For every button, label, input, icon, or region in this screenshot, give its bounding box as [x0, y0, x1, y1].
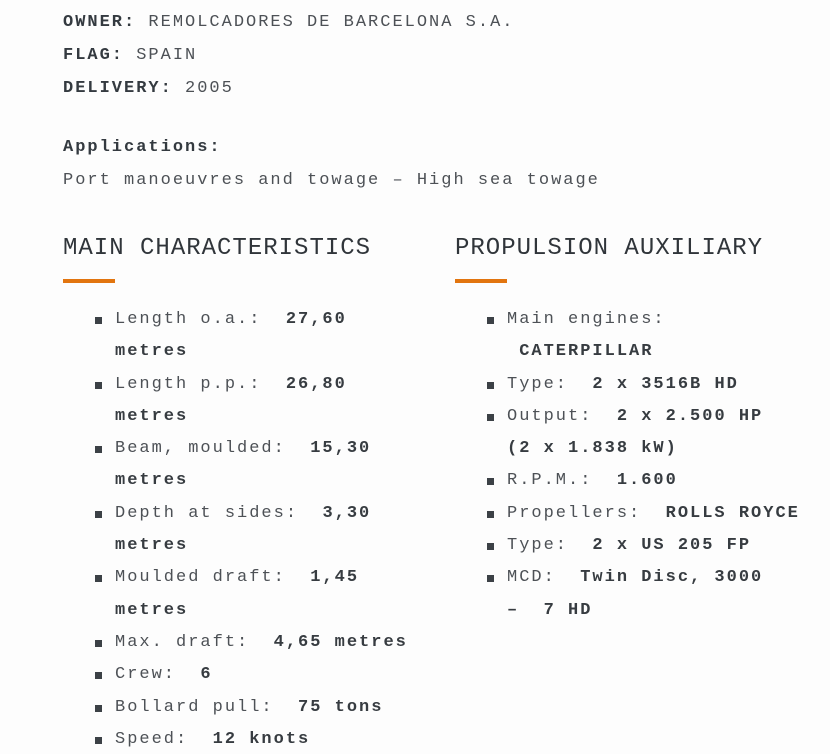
spec-line	[507, 498, 830, 530]
spec-item	[115, 369, 455, 434]
spec-line	[507, 595, 830, 627]
applications-value: Port manoeuvres and towage – High sea towage	[63, 171, 600, 190]
spec-item	[115, 627, 455, 659]
spec-line	[115, 401, 455, 433]
meta-field-value: REMOLCADORES DE BARCELONA S.A.	[136, 13, 515, 32]
spec-value: metres	[115, 600, 189, 620]
spec-list	[63, 304, 455, 754]
spec-line	[507, 304, 830, 336]
spec-value: 26,80	[285, 374, 347, 394]
spec-value: ROLLS ROYCE	[665, 503, 800, 523]
spec-line	[115, 562, 455, 594]
spec-line	[507, 530, 830, 562]
spec-value: metres	[115, 342, 189, 362]
section-propulsion-auxiliary	[455, 235, 830, 754]
spec-value: Twin Disc, 3000	[580, 568, 764, 588]
spec-line	[115, 433, 455, 465]
spec-item	[115, 304, 455, 369]
spec-value: 15,30	[310, 439, 372, 459]
spec-line	[507, 433, 830, 465]
spec-label: Moulded draft:	[115, 568, 311, 588]
accent-bar	[455, 279, 507, 283]
spec-line	[115, 692, 455, 724]
spec-line	[507, 369, 830, 401]
spec-label: Propellers:	[507, 503, 666, 523]
section-main-characteristics	[63, 235, 455, 754]
spec-item	[507, 304, 830, 369]
spec-label: R.P.M.:	[507, 471, 617, 491]
spec-value: 6	[200, 665, 213, 685]
meta-field-value: 2005	[172, 79, 234, 98]
section-title: MAIN CHARACTERISTICS	[63, 235, 372, 262]
spec-label: Output:	[507, 406, 617, 426]
vessel-meta-block	[63, 6, 810, 105]
spec-line	[115, 595, 455, 627]
spec-value: 3,30	[322, 503, 372, 523]
spec-value: 75 tons	[298, 697, 384, 717]
spec-value: metres	[115, 536, 189, 556]
spec-value: 12 knots	[212, 729, 311, 749]
spec-label: Main engines:	[507, 310, 666, 329]
spec-columns	[63, 235, 810, 754]
spec-line	[507, 465, 830, 497]
spec-item	[507, 530, 830, 562]
spec-line	[115, 498, 455, 530]
spec-item	[507, 498, 830, 530]
section-title: PROPULSION AUXILIARY	[455, 235, 764, 262]
meta-row	[63, 39, 810, 72]
spec-label: Bollard pull:	[115, 697, 299, 717]
spec-value: CATERPILLAR	[507, 342, 654, 362]
spec-line	[115, 627, 455, 659]
spec-value: 2 x US 205 FP	[592, 536, 752, 556]
spec-item	[115, 692, 455, 724]
applications-label: Applications:	[63, 138, 222, 157]
spec-label: Type:	[507, 374, 593, 394]
spec-item	[115, 724, 455, 754]
spec-label: Length o.a.:	[115, 310, 286, 329]
spec-item	[507, 465, 830, 497]
spec-label: Length p.p.:	[115, 374, 286, 394]
spec-value: (2 x 1.838 kW)	[507, 439, 678, 459]
spec-line	[115, 369, 455, 401]
spec-label: Type:	[507, 536, 593, 556]
spec-item	[115, 562, 455, 627]
accent-bar	[63, 279, 115, 283]
spec-value: 1.600	[616, 471, 678, 491]
spec-value: 1,45	[310, 568, 360, 588]
spec-value: 27,60	[285, 310, 347, 329]
spec-value: 4,65 metres	[273, 632, 408, 652]
spec-label: MCD:	[507, 568, 581, 588]
spec-value: 2 x 2.500 HP	[616, 406, 764, 426]
spec-line	[115, 465, 455, 497]
spec-item	[115, 433, 455, 498]
spec-line	[507, 401, 830, 433]
meta-row	[63, 6, 810, 39]
spec-label: Max. draft:	[115, 632, 274, 652]
spec-line	[115, 724, 455, 754]
spec-line	[507, 336, 830, 368]
spec-line	[115, 336, 455, 368]
spec-value: metres	[115, 471, 189, 491]
spec-item	[507, 562, 830, 627]
meta-field-label: OWNER:	[63, 13, 137, 32]
meta-field-label: DELIVERY:	[63, 79, 173, 98]
spec-item	[115, 498, 455, 563]
spec-line	[115, 530, 455, 562]
spec-value: 2 x 3516B HD	[592, 374, 739, 394]
spec-label: Crew:	[115, 665, 201, 685]
meta-field-value: SPAIN	[124, 46, 198, 65]
spec-line	[115, 659, 455, 691]
spec-line	[507, 562, 830, 594]
spec-value: metres	[115, 406, 189, 426]
spec-label: Beam, moulded:	[115, 439, 311, 459]
spec-item	[507, 401, 830, 466]
spec-label: Speed:	[115, 729, 213, 749]
spec-line	[115, 304, 455, 336]
spec-list	[455, 304, 830, 627]
spec-item	[115, 659, 455, 691]
spec-label: Depth at sides:	[115, 503, 323, 523]
meta-row	[63, 72, 810, 105]
meta-field-label: FLAG:	[63, 46, 125, 65]
spec-item	[507, 369, 830, 401]
spec-value: – 7 HD	[507, 600, 593, 620]
applications-block	[63, 131, 810, 197]
